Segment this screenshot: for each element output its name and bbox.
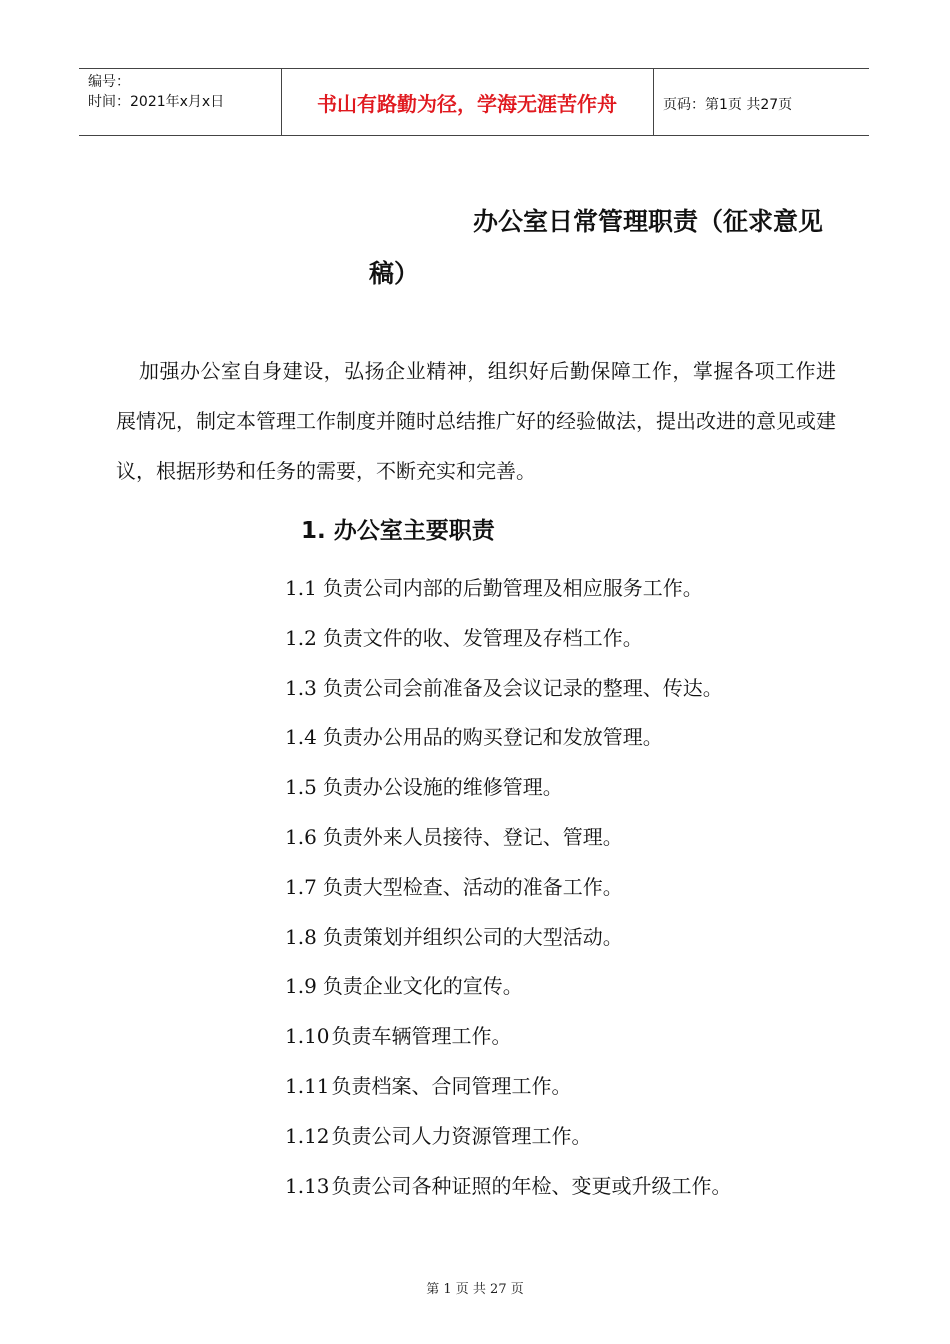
header-serial-label: 编号： — [88, 74, 130, 90]
list-item-text: 负责档案、合同管理工作。 — [331, 1073, 572, 1098]
list-item-number: 1.4 — [285, 725, 317, 750]
document-title-line2: 稿） — [369, 259, 420, 288]
list-item — [285, 869, 732, 919]
list-item — [285, 769, 732, 819]
list-item — [285, 570, 732, 620]
list-item-text: 负责公司各种证照的年检、变更或升级工作。 — [331, 1173, 732, 1198]
header-date-label: 时间：2021年x月x日 — [88, 94, 225, 110]
list-item — [285, 1018, 732, 1068]
list-item-text: 负责车辆管理工作。 — [331, 1024, 512, 1049]
header-motto: 书山有路勤为径，学海无涯苦作舟 — [317, 92, 617, 116]
header-bottom-border — [79, 135, 869, 136]
list-item — [285, 719, 732, 769]
list-item-number: 1.10 — [285, 1024, 330, 1049]
list-item — [285, 919, 732, 969]
duty-list — [285, 570, 732, 1217]
list-item-text: 负责企业文化的宣传。 — [322, 974, 523, 999]
list-item-number: 1.1 — [285, 576, 317, 600]
list-item-number: 1.9 — [285, 974, 317, 999]
list-item — [285, 1168, 732, 1218]
list-item-text: 负责策划并组织公司的大型活动。 — [322, 924, 623, 949]
page-footer: 第 1 页 共 27 页 — [426, 1282, 524, 1297]
list-item-number: 1.3 — [285, 675, 317, 700]
list-item — [285, 1068, 732, 1118]
list-item-number: 1.5 — [285, 775, 317, 800]
list-item-number: 1.8 — [285, 924, 317, 949]
list-item — [285, 1118, 732, 1168]
header-page-info: 页码：第1页 共27页 — [663, 97, 793, 113]
list-item-text: 负责公司内部的后勤管理及相应服务工作。 — [322, 576, 703, 600]
list-item-text: 负责办公用品的购买登记和发放管理。 — [322, 725, 663, 750]
list-item-number: 1.2 — [285, 625, 317, 650]
list-item — [285, 670, 732, 720]
list-item — [285, 819, 732, 869]
list-item-text: 负责文件的收、发管理及存档工作。 — [322, 625, 643, 650]
list-item-number: 1.11 — [285, 1073, 330, 1098]
list-item-text: 负责公司人力资源管理工作。 — [331, 1123, 592, 1148]
header-top-border — [79, 68, 869, 69]
list-item-number: 1.7 — [285, 874, 317, 899]
list-item — [285, 968, 732, 1018]
intro-paragraph: 加强办公室自身建设，弘扬企业精神，组织好后勤保障工作，掌握各项工作进展情况，制定本管理工作制度并随时总结推广好的经验做法，提出改进的意见或建议，根据形势和任务的需要，不断充实和完善。 — [116, 359, 836, 483]
list-item-text: 负责外来人员接待、登记、管理。 — [322, 824, 623, 849]
list-item-text: 负责办公设施的维修管理。 — [322, 775, 563, 800]
list-item-text: 负责大型检查、活动的准备工作。 — [322, 874, 623, 899]
document-title-line1: 办公室日常管理职责（征求意见 — [473, 207, 824, 236]
list-item-text: 负责公司会前准备及会议记录的整理、传达。 — [322, 675, 723, 700]
list-item-number: 1.13 — [285, 1173, 330, 1198]
header-divider-right — [653, 68, 654, 136]
section-heading: 1. 办公室主要职责 — [301, 518, 495, 544]
list-item-number: 1.12 — [285, 1123, 330, 1148]
list-item — [285, 620, 732, 670]
list-item-number: 1.6 — [285, 824, 317, 849]
